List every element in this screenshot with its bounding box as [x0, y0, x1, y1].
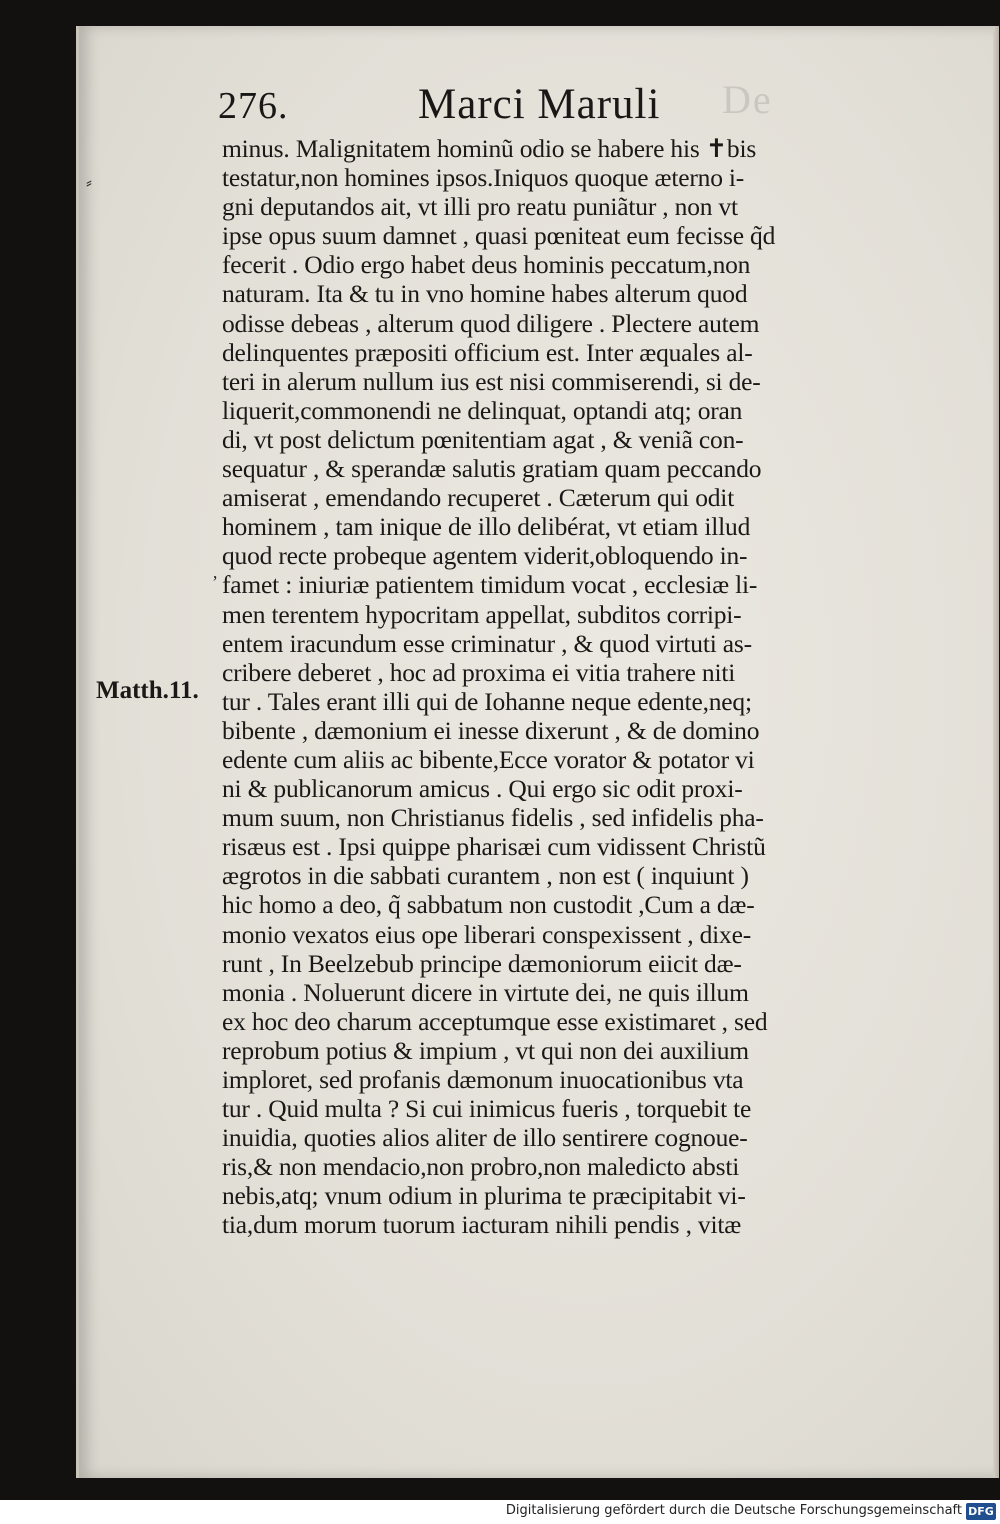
text-line: monio vexatos eius ope liberari conspexissent , dixe- — [222, 919, 752, 949]
text-line: delinquentes præpositi officium est. Inter æquales al- — [222, 337, 753, 367]
text-line: tia,dum morum tuorum iacturam nihili pendis , vitæ — [222, 1210, 742, 1240]
text-line: monia . Noluerunt dicere in virtute dei, ne quis illum — [222, 977, 749, 1007]
text-line: men terentem hypocritam appellat, subditos corripi- — [222, 599, 742, 629]
page-number: 276. — [218, 85, 289, 127]
text-line: hic homo a deo, q̃ sabbatum non custodit ,Cum a dæ- — [222, 890, 755, 920]
marginal-note: Matth.11. — [96, 677, 199, 704]
footer-bar — [0, 1500, 1000, 1524]
text-line: tur . Quid multa ? Si cui inimicus fueris , torquebit te — [222, 1094, 752, 1124]
text-line: quod recte probeque agentem viderit,obloquendo in- — [222, 541, 748, 571]
text-line: ex hoc deo charum acceptumque esse existimaret , sed — [222, 1006, 768, 1036]
text-line: amiserat , emendando recuperet . Cæterum qui odit — [222, 483, 735, 513]
text-line: risæus est . Ipsi quippe pharisæi cum vidissent Christũ — [222, 832, 766, 862]
text-line: di, vt post delictum pœnitentiam agat , & veniã con- — [222, 424, 744, 454]
ink-speck: ʼ — [212, 572, 218, 592]
footer-credit: Digitalisierung gefördert durch die Deutsche Forschungsgemeinschaft — [505, 1503, 962, 1518]
text-line: liquerit,commonendi ne delinquat, optandi atq; oran — [222, 395, 743, 425]
text-line: sequatur , & sperandæ salutis gratiam quam peccando — [222, 454, 762, 484]
text-line: runt , In Beelzebub principe dæmoniorum eiicit dæ- — [222, 948, 742, 978]
text-line: minus. Malignitatem hominũ odio se habere his ✝bis — [222, 134, 757, 163]
text-line: imploret, sed profanis dæmonum inuocationibus vta — [222, 1065, 744, 1094]
text-line: ni & publicanorum amicus . Qui ergo sic odit proxi- — [222, 774, 743, 804]
text-line: inuidia, quoties alios aliter de illo sentirere cognoue- — [222, 1123, 748, 1153]
text-line: entem iracundum esse criminatur , & quod virtuti as- — [222, 628, 752, 658]
text-line: bibente , dæmonium ei inesse dixerunt , & de domino — [222, 715, 760, 745]
text-line: cribere deberet , hoc ad proxima ei vitia trahere niti — [222, 657, 736, 687]
ink-speck: ⸗ — [86, 172, 92, 192]
body-text — [222, 134, 872, 1240]
text-line: hominem , tam inique de illo delibérat, vt etiam illud — [222, 512, 751, 542]
text-line: fecerit . Odio ergo habet deus hominis peccatum,non — [222, 250, 751, 280]
text-line: mum suum, non Christianus fidelis , sed infidelis pha- — [222, 803, 764, 833]
page-edge — [993, 26, 999, 1478]
running-head — [218, 76, 778, 136]
running-title: Marci Maruli — [418, 81, 661, 128]
text-line: teri in alerum nullum ius est nisi commiserendi, si de- — [222, 366, 761, 396]
text-line: naturam. Ita & tu in vno homine habes alterum quod — [222, 279, 748, 309]
show-through-text: De — [722, 77, 773, 122]
text-line: edente cum aliis ac bibente,Ecce vorator & potator vi — [222, 744, 755, 774]
text-line: ris,& non mendacio,non probro,non maledicto absti — [222, 1152, 740, 1182]
text-line: gni deputandos ait, vt illi pro reatu puniãtur , non vt — [222, 192, 738, 222]
text-line: tur . Tales erant illi qui de Iohanne neque edente,neq; — [222, 686, 752, 716]
text-line: famet : iniuriæ patientem timidum vocat , ecclesiæ li- — [222, 570, 758, 600]
dfg-logo-icon: DFG — [966, 1503, 996, 1520]
text-line: ægrotos in die sabbati curantem , non est ( inquiunt ) — [222, 861, 749, 891]
text-line: testatur,non homines ipsos.Iniquos quoque æterno i- — [222, 163, 745, 193]
text-line: odisse debeas , alterum quod diligere . Plectere autem — [222, 308, 760, 338]
text-line: ipse opus suum damnet , quasi pœniteat eum fecisse q̃d — [222, 221, 776, 251]
text-line: reprobum potius & impium , vt qui non dei auxilium — [222, 1035, 749, 1065]
text-line: nebis,atq; vnum odium in plurima te præcipitabit vi- — [222, 1181, 746, 1211]
